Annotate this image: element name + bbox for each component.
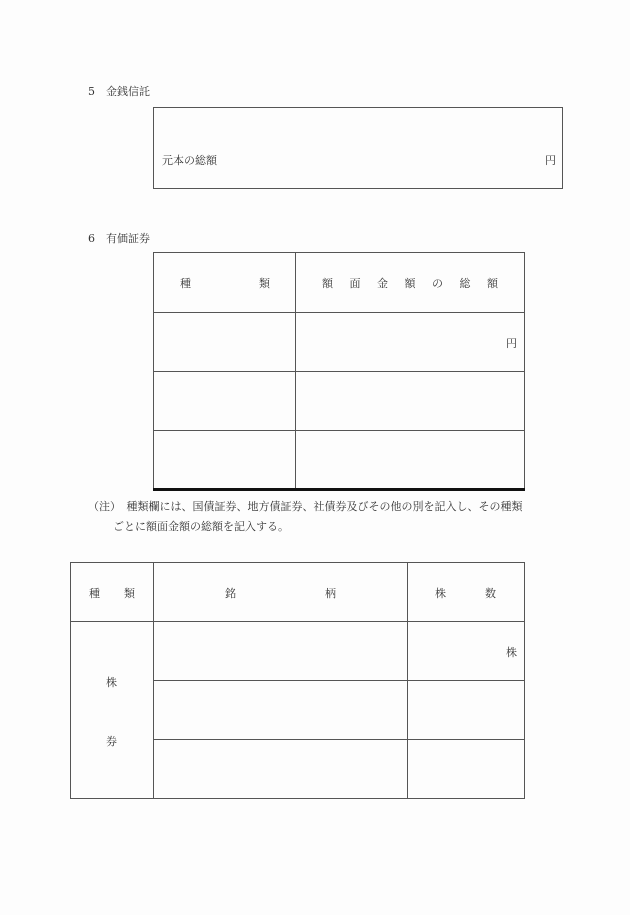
shares-unit: 株 (506, 646, 517, 659)
row-divider (153, 739, 525, 740)
issue-cell-1[interactable] (156, 623, 405, 679)
issue-cell-3[interactable] (156, 741, 405, 797)
row-divider (70, 621, 525, 622)
category-char: 券 (106, 735, 117, 748)
header-face-amount-total: 額 面 金 額 の 総 額 (322, 277, 498, 290)
header-char: 種 (180, 277, 191, 290)
money-trust-box (153, 107, 563, 189)
type-cell-3[interactable] (155, 432, 294, 487)
note-line-2: ごとに額面金額の総額を記入する。 (113, 520, 289, 533)
row-divider (153, 680, 525, 681)
yen-unit: 円 (506, 337, 517, 350)
amount-cell-2[interactable] (298, 373, 522, 429)
note-line-1: （注） 種類欄には、国債証券、地方債証券、社債券及びその他の別を記入し、その種類 (88, 500, 523, 513)
type-cell-1[interactable] (155, 314, 294, 370)
row-divider (153, 371, 525, 372)
header-issue-name: 銘 柄 (225, 587, 336, 600)
category-char: 株 (106, 676, 117, 689)
shares-cell-1[interactable] (410, 623, 500, 679)
header-type: 種 類 (89, 587, 135, 600)
shares-cell-2[interactable] (410, 682, 522, 738)
section-6-title: 6 有価証券 (88, 232, 150, 245)
amount-cell-3[interactable] (298, 432, 522, 487)
row-divider (153, 430, 525, 431)
table-bottom-thick-border (153, 488, 525, 491)
row-divider (153, 312, 525, 313)
header-share-count: 株 数 (435, 587, 496, 600)
issue-cell-2[interactable] (156, 682, 405, 738)
section-5-title: 5 金銭信託 (88, 85, 150, 98)
amount-cell-1[interactable] (298, 314, 498, 370)
header-type (180, 275, 270, 291)
header-char: 類 (259, 277, 270, 290)
type-cell-2[interactable] (155, 373, 294, 429)
principal-total-label: 元本の総額 (162, 154, 217, 167)
shares-cell-3[interactable] (410, 741, 522, 797)
yen-unit: 円 (545, 154, 556, 167)
